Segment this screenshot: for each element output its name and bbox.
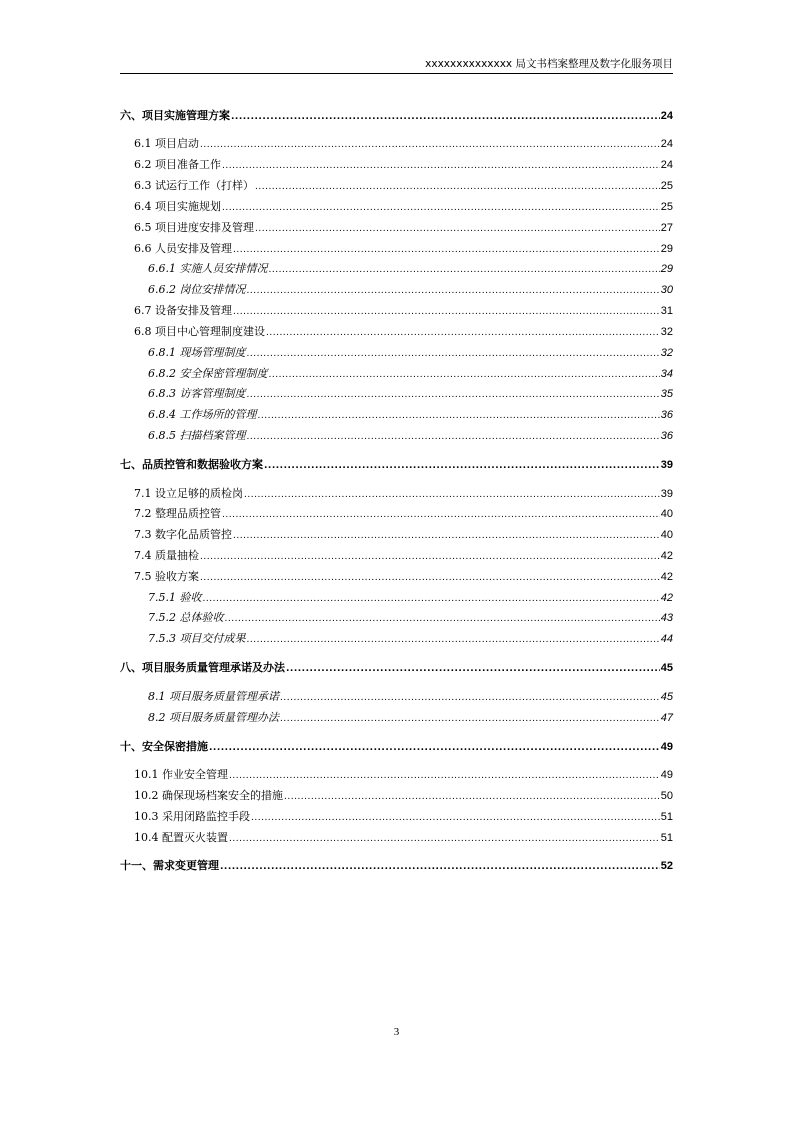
toc-entry-label: 10.3 采用闭路监控手段 <box>134 810 250 823</box>
toc-entry-page: 25 <box>660 201 673 213</box>
toc-entry-page: 34 <box>660 368 673 380</box>
toc-entry[interactable] <box>120 738 673 754</box>
toc-entry-page: 32 <box>660 347 673 359</box>
toc-entry[interactable] <box>134 177 673 193</box>
toc-entry[interactable] <box>134 240 673 256</box>
toc-entry[interactable] <box>134 829 673 845</box>
toc-leader-dots <box>286 664 660 674</box>
toc-entry[interactable] <box>134 135 673 151</box>
page-number: 3 <box>393 1026 400 1038</box>
header-title: xxxxxxxxxxxxxx 局文书档案整理及数字化服务项目 <box>425 58 673 70</box>
toc-entry-page: 42 <box>660 571 673 583</box>
toc-entry-page: 24 <box>660 138 673 150</box>
toc-entry[interactable] <box>120 456 673 472</box>
toc-entry-label: 八、项目服务质量管理承诺及办法 <box>120 661 285 674</box>
toc-entry[interactable] <box>148 344 673 360</box>
toc-leader-dots <box>247 432 660 442</box>
toc-leader-dots <box>280 693 660 703</box>
toc-entry-label: 7.1 设立足够的质检岗 <box>134 487 243 500</box>
toc-entry-page: 40 <box>660 508 673 520</box>
toc-entry-page: 39 <box>660 488 673 500</box>
header-divider <box>120 73 673 74</box>
toc-entry-label: 6.6.1 实施人员安排情况 <box>148 262 268 275</box>
toc-leader-dots <box>209 743 660 753</box>
toc-entry[interactable] <box>134 808 673 824</box>
toc-entry-page: 32 <box>660 326 673 338</box>
toc-leader-dots <box>266 328 660 338</box>
toc-entry[interactable] <box>120 659 673 675</box>
toc-leader-dots <box>225 614 660 624</box>
toc-entry-label: 6.8.4 工作场所的管理 <box>148 408 257 421</box>
toc-leader-dots <box>222 510 660 520</box>
toc-leader-dots <box>251 813 660 823</box>
toc-leader-dots <box>222 203 660 213</box>
toc-entry-label: 七、品质控管和数据验收方案 <box>120 458 263 471</box>
toc-leader-dots <box>222 161 660 171</box>
toc-entry-page: 51 <box>660 832 673 844</box>
toc-entry-label: 6.3 试运行工作（打样） <box>134 179 254 192</box>
toc-leader-dots <box>280 714 660 724</box>
toc-entry-page: 51 <box>660 811 673 823</box>
toc-entry-label: 6.4 项目实施规划 <box>134 200 221 213</box>
toc-entry-page: 50 <box>660 790 673 802</box>
toc-entry-label: 6.8 项目中心管理制度建设 <box>134 325 265 338</box>
toc-entry[interactable] <box>134 198 673 214</box>
toc-leader-dots <box>200 573 660 583</box>
toc-entry-label: 7.3 数字化品质管控 <box>134 528 232 541</box>
toc-entry-page: 45 <box>660 662 673 674</box>
toc-leader-dots <box>269 370 660 380</box>
toc-leader-dots <box>244 490 660 500</box>
toc-entry-label: 6.8.2 安全保密管理制度 <box>148 367 268 380</box>
toc-entry[interactable] <box>134 787 673 803</box>
toc-entry-page: 29 <box>660 243 673 255</box>
toc-entry-label: 6.5 项目进度安排及管理 <box>134 221 254 234</box>
toc-leader-dots <box>247 349 660 359</box>
toc-entry-label: 十一、需求变更管理 <box>120 859 219 872</box>
toc-leader-dots <box>229 771 660 781</box>
toc-entry-page: 44 <box>660 633 673 645</box>
toc-entry[interactable] <box>148 688 673 704</box>
toc-entry-label: 7.4 质量抽检 <box>134 549 199 562</box>
toc-leader-dots <box>255 224 660 234</box>
toc-entry-label: 6.8.1 现场管理制度 <box>148 346 246 359</box>
toc-entry-label: 10.1 作业安全管理 <box>134 768 228 781</box>
toc-entry-label: 6.6.2 岗位安排情况 <box>148 283 246 296</box>
toc-entry-page: 40 <box>660 529 673 541</box>
toc-entry[interactable] <box>148 365 673 381</box>
toc-entry-page: 47 <box>660 712 673 724</box>
toc-entry-page: 49 <box>660 769 673 781</box>
toc-entry-label: 10.4 配置灭火装置 <box>134 831 228 844</box>
toc-entry[interactable] <box>148 260 673 276</box>
toc-entry-label: 6.8.5 扫描档案管理 <box>148 429 246 442</box>
toc-leader-dots <box>229 834 660 844</box>
toc-leader-dots <box>203 594 660 604</box>
toc-entry[interactable] <box>148 385 673 401</box>
toc-entry-page: 36 <box>660 430 673 442</box>
toc-entry-label: 8.2 项目服务质量管理办法 <box>148 711 279 724</box>
toc-entry[interactable] <box>134 323 673 339</box>
toc-leader-dots <box>264 461 660 471</box>
toc-leader-dots <box>231 112 660 122</box>
toc-entry[interactable] <box>148 589 673 605</box>
toc-entry[interactable] <box>120 857 673 873</box>
toc-entry-label: 7.2 整理品质控管 <box>134 507 221 520</box>
toc-entry-page: 42 <box>660 592 673 604</box>
toc-entry-label: 6.2 项目准备工作 <box>134 158 221 171</box>
toc-entry[interactable] <box>148 709 673 725</box>
toc-leader-dots <box>247 390 660 400</box>
toc-entry[interactable] <box>134 568 673 584</box>
toc-entry-page: 36 <box>660 409 673 421</box>
toc-leader-dots <box>200 552 660 562</box>
toc-entry-label: 7.5 验收方案 <box>134 570 199 583</box>
toc-entry[interactable] <box>148 609 673 625</box>
toc-entry-page: 45 <box>660 691 673 703</box>
toc-leader-dots <box>255 182 660 192</box>
toc-entry-label: 6.7 设备安排及管理 <box>134 304 232 317</box>
toc-entry-page: 31 <box>660 305 673 317</box>
toc-entry-page: 24 <box>660 159 673 171</box>
toc-entry-label: 7.5.2 总体验收 <box>148 611 224 624</box>
toc-leader-dots <box>258 411 660 421</box>
toc-entry-label: 6.6 人员安排及管理 <box>134 242 232 255</box>
toc-entry[interactable] <box>148 406 673 422</box>
toc-entry-page: 27 <box>660 222 673 234</box>
toc-entry[interactable] <box>134 547 673 563</box>
toc-leader-dots <box>220 862 660 872</box>
toc-entry-label: 7.5.1 验收 <box>148 591 202 604</box>
toc-leader-dots <box>247 286 660 296</box>
toc-leader-dots <box>233 531 660 541</box>
toc-entry[interactable] <box>120 107 673 123</box>
toc-leader-dots <box>233 307 660 317</box>
toc-entry-page: 52 <box>660 860 673 872</box>
toc-entry-label: 7.5.3 项目交付成果 <box>148 632 246 645</box>
toc-entry-label: 10.2 确保现场档案安全的措施 <box>134 789 283 802</box>
toc-entry-page: 49 <box>660 741 673 753</box>
toc-entry[interactable] <box>148 281 673 297</box>
toc-entry-label: 6.1 项目启动 <box>134 137 199 150</box>
toc-leader-dots <box>269 265 660 275</box>
toc-entry[interactable] <box>134 766 673 782</box>
toc-leader-dots <box>200 140 660 150</box>
toc-entry[interactable] <box>134 505 673 521</box>
toc-leader-dots <box>284 792 660 802</box>
toc-entry-label: 8.1 项目服务质量管理承诺 <box>148 690 279 703</box>
toc-entry[interactable] <box>134 302 673 318</box>
toc-entry-page: 43 <box>660 612 673 624</box>
toc-entry[interactable] <box>134 156 673 172</box>
toc-entry-page: 30 <box>660 284 673 296</box>
toc-entry[interactable] <box>148 427 673 443</box>
toc-entry[interactable] <box>134 485 673 501</box>
toc-entry-label: 6.8.3 访客管理制度 <box>148 387 246 400</box>
toc-entry-label: 六、项目实施管理方案 <box>120 109 230 122</box>
toc-entry[interactable] <box>148 630 673 646</box>
toc-entry-page: 29 <box>660 263 673 275</box>
toc-entry-label: 十、安全保密措施 <box>120 740 208 753</box>
toc-entry-page: 25 <box>660 180 673 192</box>
toc-leader-dots <box>233 245 660 255</box>
toc-entry-page: 42 <box>660 550 673 562</box>
page-header <box>120 56 673 71</box>
toc-entry-page: 24 <box>660 110 673 122</box>
toc-leader-dots <box>247 635 660 645</box>
toc-entry-page: 35 <box>660 388 673 400</box>
toc-entry-page: 39 <box>660 459 673 471</box>
toc-entry[interactable] <box>134 526 673 542</box>
toc-entry[interactable] <box>134 219 673 235</box>
